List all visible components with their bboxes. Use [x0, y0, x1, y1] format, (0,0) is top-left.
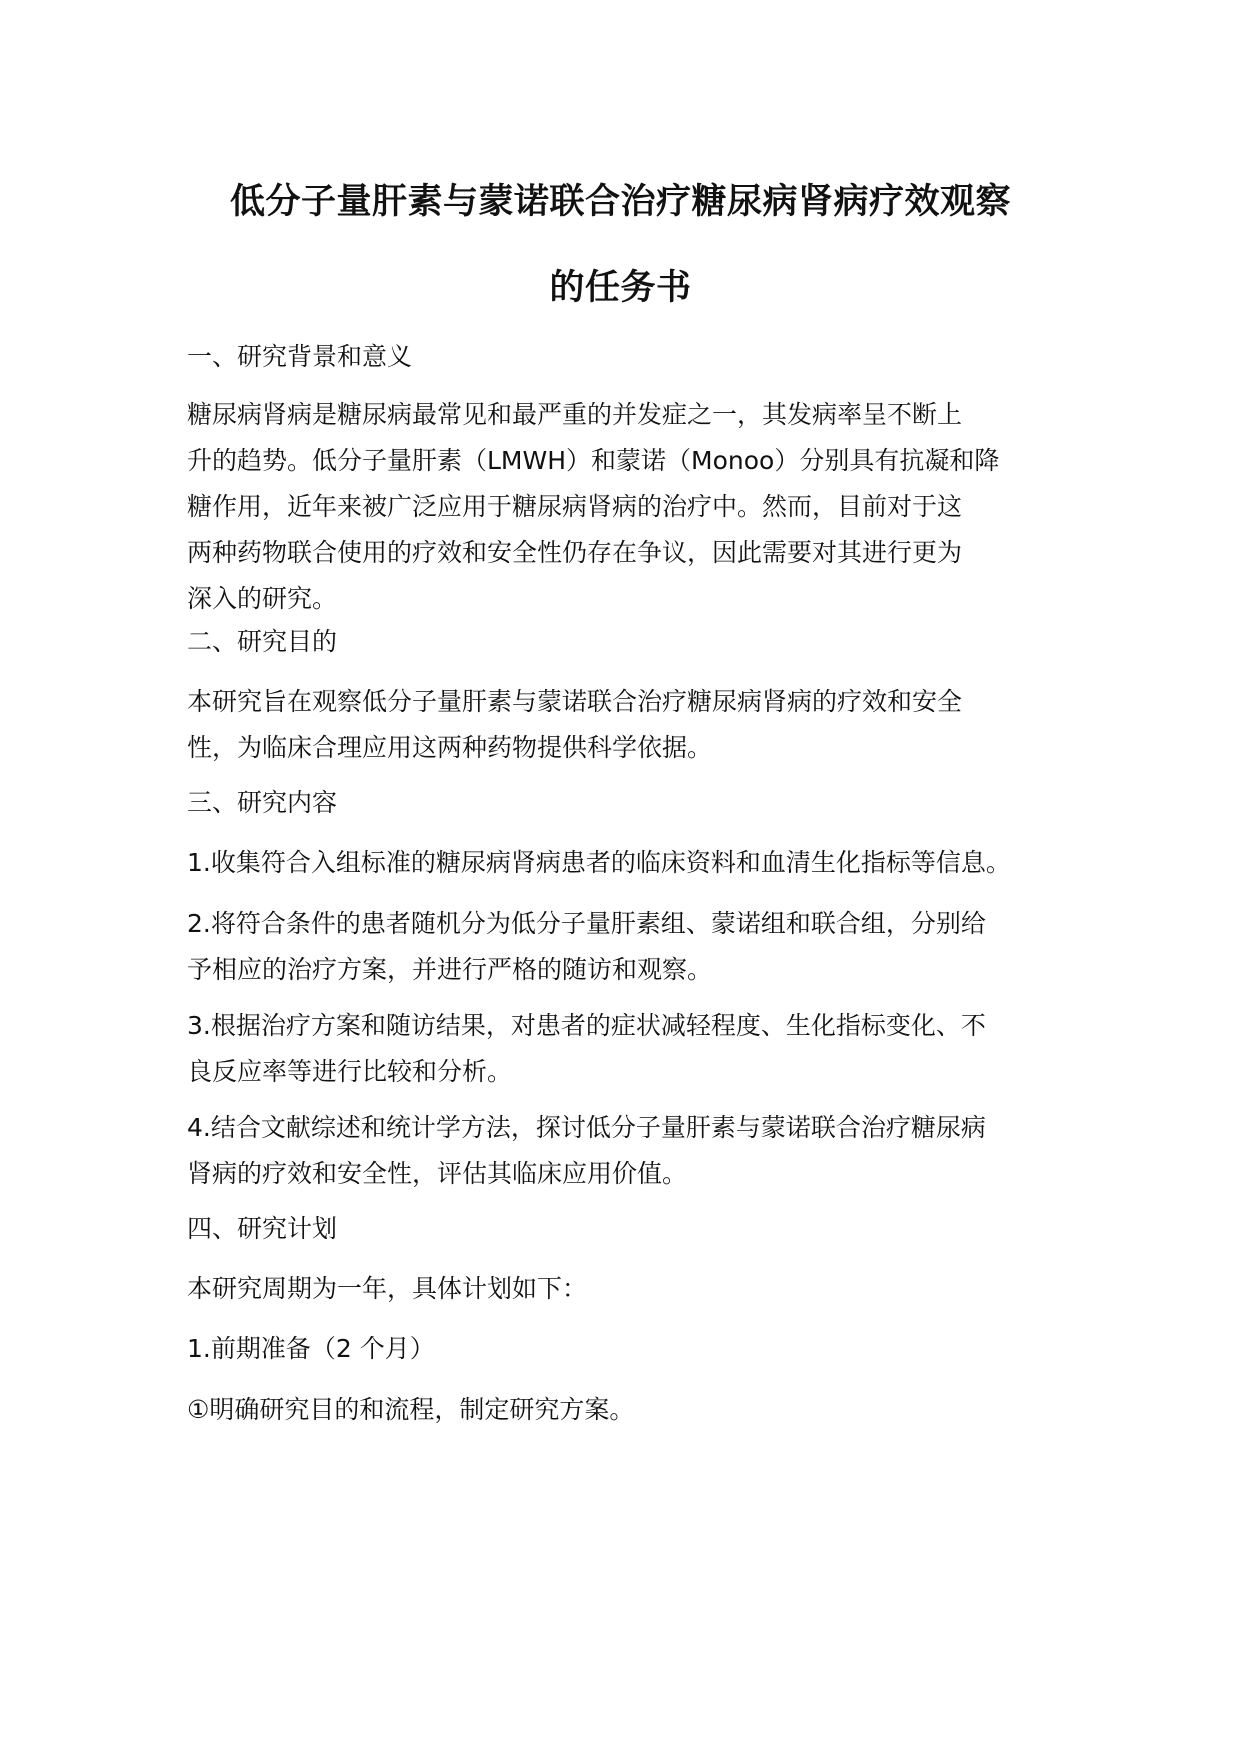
content-item-3: 3.根据治疗方案和随访结果，对患者的症状减轻程度、生化指标变化、不 良反应率等进行比较和分析。 — [187, 1011, 986, 1086]
section-1-paragraph: 糖尿病肾病是糖尿病最常见和最严重的并发症之一，其发病率呈不断上 升的趋势。低分子量肝素（LMWH）和蒙诺（Monoo）分别具有抗凝和降 糖作用，近年来被广泛应用于糖尿病肾病的治疗中。然而，目前对于这 两种药物联合使用的疗效和安全性仍存在争议，因此需要对其进行更为 深入的研究。 — [187, 400, 1000, 613]
plan-intro: 本研究周期为一年，具体计划如下： — [187, 1274, 588, 1303]
document-title-line-1: 低分子量肝素与蒙诺联合治疗糖尿病肾病疗效观察 — [229, 182, 1011, 222]
section-4-heading: 四、研究计划 — [187, 1214, 338, 1243]
section-3-heading: 三、研究内容 — [187, 788, 338, 817]
plan-phase-1-item-1: ①明确研究目的和流程，制定研究方案。 — [187, 1395, 635, 1424]
content-item-1: 1.收集符合入组标准的糖尿病肾病患者的临床资料和血清生化指标等信息。 — [187, 848, 1011, 877]
section-2-heading: 二、研究目的 — [187, 627, 338, 656]
section-1-heading: 一、研究背景和意义 — [187, 342, 413, 371]
content-item-2: 2.将符合条件的患者随机分为低分子量肝素组、蒙诺组和联合组，分别给 予相应的治疗方案，并进行严格的随访和观察。 — [187, 909, 986, 984]
content-item-4: 4.结合文献综述和统计学方法，探讨低分子量肝素与蒙诺联合治疗糖尿病 肾病的疗效和安全性，评估其临床应用价值。 — [187, 1113, 986, 1188]
document-title-line-2: 的任务书 — [549, 268, 692, 308]
plan-phase-1: 1.前期准备（2 个月） — [187, 1334, 435, 1363]
section-2-paragraph: 本研究旨在观察低分子量肝素与蒙诺联合治疗糖尿病肾病的疗效和安全 性，为临床合理应用这两种药物提供科学依据。 — [187, 687, 963, 762]
